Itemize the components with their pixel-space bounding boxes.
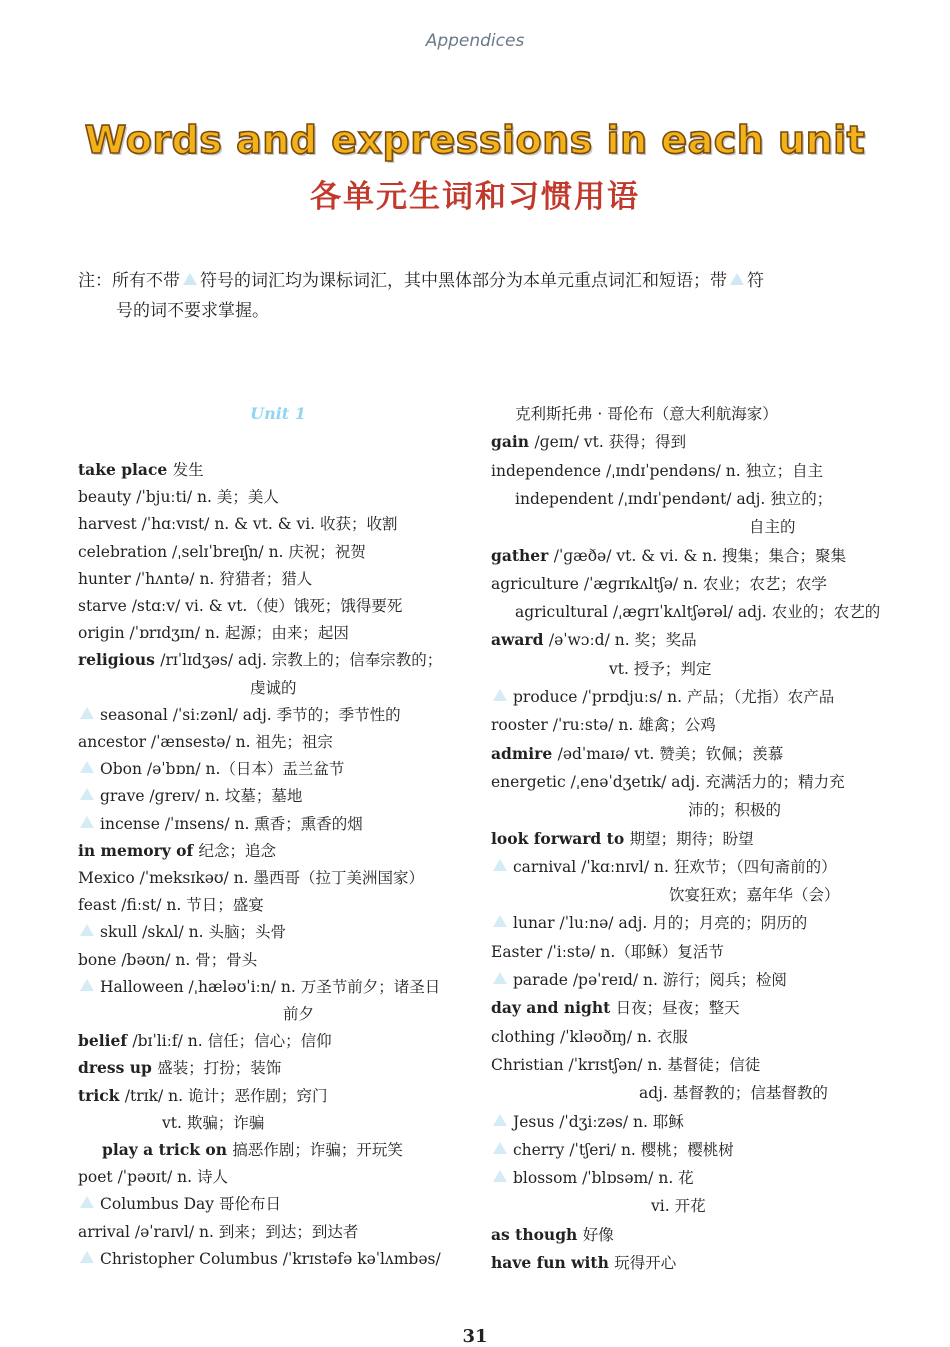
vocab-entry xyxy=(609,659,711,679)
key-term: as though xyxy=(491,1224,583,1244)
vocab-entry xyxy=(162,1113,264,1133)
entry-text: 自主的 xyxy=(749,518,796,537)
entry-text: 前夕 xyxy=(283,1005,315,1023)
vocab-entry xyxy=(100,1249,441,1269)
entry-text: clothing /ˈkləʊðɪŋ/ n. 衣服 xyxy=(491,1027,688,1046)
vocab-entry xyxy=(78,950,257,970)
entry-text: celebration /ˌselɪˈbreɪʃn/ n. 庆祝；祝贺 xyxy=(78,542,366,561)
note-end: 符 xyxy=(747,271,764,291)
entry-text: Mexico /ˈmeksɪkəʊ/ n. 墨西哥（拉丁美洲国家） xyxy=(78,869,425,887)
triangle-icon xyxy=(493,1170,507,1182)
vocab-entry xyxy=(491,1027,688,1047)
vocab-entry xyxy=(513,857,837,877)
entry-text: feast /fiːst/ n. 节日；盛宴 xyxy=(78,896,264,915)
entry-text: 饮宴狂欢；嘉年华（会） xyxy=(669,886,840,905)
vocab-entry xyxy=(100,922,286,942)
triangle-icon xyxy=(493,859,507,871)
vocab-entry xyxy=(669,885,840,905)
triangle-icon xyxy=(730,273,744,285)
vocab-entry xyxy=(78,596,402,616)
vocab-entry xyxy=(78,650,442,670)
vocab-entry xyxy=(515,602,880,622)
triangle-icon xyxy=(80,1251,94,1263)
vocab-entry xyxy=(78,732,333,752)
key-term: gain xyxy=(491,432,535,452)
vocab-entry xyxy=(78,895,264,915)
entry-text: skull /skʌl/ n. 头脑；头骨 xyxy=(100,923,286,942)
key-term: have fun with xyxy=(491,1253,615,1272)
entry-text: adj. 基督教的；信基督教的 xyxy=(639,1084,828,1103)
vocab-entry xyxy=(78,1167,228,1187)
entry-text: 搞恶作剧；诈骗；开玩笑 xyxy=(232,1141,403,1159)
vocab-entry xyxy=(749,517,796,537)
vocab-entry xyxy=(78,841,276,861)
entry-text: starve /stɑːv/ vi. & vt.（使）饿死；饿得要死 xyxy=(78,597,403,615)
entry-text: /trɪk/ n. 诡计；恶作剧；窍门 xyxy=(124,1086,328,1105)
triangle-icon xyxy=(183,273,197,285)
vocab-entry xyxy=(491,461,823,481)
entry-text: cherry /ˈtʃeri/ n. 樱桃；樱桃树 xyxy=(513,1140,734,1159)
running-header: Appendices xyxy=(425,31,525,51)
entry-text: 日夜；昼夜；整天 xyxy=(615,999,740,1018)
entry-text: /əˈwɔːd/ n. 奖；奖品 xyxy=(548,631,697,650)
vocab-entry xyxy=(78,623,349,643)
triangle-icon xyxy=(80,816,94,828)
entry-text: 沛的；积极的 xyxy=(688,801,782,820)
entry-text: 发生 xyxy=(172,461,204,479)
entry-text: /bɪˈliːf/ n. 信任；信心；信仰 xyxy=(132,1032,332,1051)
triangle-icon xyxy=(493,689,507,701)
vocab-entry xyxy=(513,1112,684,1132)
unit-heading: Unit 1 xyxy=(250,404,306,423)
entry-text: poet /ˈpəʊɪt/ n. 诗人 xyxy=(78,1168,228,1187)
entry-text: /ədˈmaɪə/ vt. 赞美；钦佩；羡慕 xyxy=(557,744,784,763)
entry-text: energetic /ˌenəˈdʒetɪk/ adj. 充满活力的；精力充 xyxy=(491,772,845,791)
key-term: play a trick on xyxy=(102,1140,233,1159)
key-term: trick xyxy=(78,1085,125,1105)
vocab-entry xyxy=(491,574,827,594)
vocab-entry xyxy=(283,1004,314,1024)
entry-text: /ɡeɪn/ vt. 获得；得到 xyxy=(534,433,687,452)
triangle-icon xyxy=(80,707,94,719)
vocab-entry xyxy=(100,977,440,997)
vocab-entry xyxy=(651,1196,706,1216)
triangle-icon xyxy=(493,1114,507,1126)
entry-text: bone /bəʊn/ n. 骨；骨头 xyxy=(78,950,258,969)
vocab-entry xyxy=(639,1083,828,1103)
vocab-entry xyxy=(100,705,401,725)
entry-text: Christian /ˈkrɪstʃən/ n. 基督徒；信徒 xyxy=(491,1055,761,1074)
vocab-entry xyxy=(491,1055,760,1075)
vocab-entry xyxy=(78,1058,281,1078)
vocab-entry xyxy=(513,1140,734,1160)
key-term: take place xyxy=(78,460,173,479)
key-term: religious xyxy=(78,650,161,670)
vocab-entry xyxy=(513,687,834,707)
vocab-entry xyxy=(78,514,398,534)
note-prefix: 注：所有不带 xyxy=(78,271,180,291)
page-title-english: Words and expressions in each unit xyxy=(84,118,866,162)
vocab-entry xyxy=(491,630,697,650)
vocab-entry xyxy=(78,1086,328,1106)
entry-text: ancestor /ˈænsestə/ n. 祖先；祖宗 xyxy=(78,733,333,751)
note-line-2: 号的词不要求掌握。 xyxy=(116,301,269,321)
vocab-entry xyxy=(513,1168,694,1188)
vocab-entry xyxy=(491,546,846,566)
vocab-entry xyxy=(78,1222,358,1242)
vocab-entry xyxy=(78,460,204,480)
entry-text: lunar /ˈluːnə/ adj. 月的；月亮的；阴历的 xyxy=(513,914,808,933)
vocab-entry xyxy=(491,829,754,849)
entry-text: origin /ˈɒrɪdʒɪn/ n. 起源；由来；起因 xyxy=(78,624,349,643)
entry-text: beauty /ˈbjuːti/ n. 美；美人 xyxy=(78,488,279,507)
entry-text: parade /pəˈreɪd/ n. 游行；阅兵；检阅 xyxy=(513,971,787,989)
vocab-entry xyxy=(515,404,778,424)
entry-text: Obon /əˈbɒn/ n.（日本）盂兰盆节 xyxy=(100,760,345,779)
triangle-icon xyxy=(493,1142,507,1154)
entry-text: Easter /ˈiːstə/ n.（耶稣）复活节 xyxy=(491,942,724,961)
key-term: look forward to xyxy=(491,828,630,848)
entry-text: vi. 开花 xyxy=(651,1197,706,1216)
key-term: gather xyxy=(491,545,554,565)
entry-text: /ˈɡæðə/ vt. & vi. & n. 搜集；集合；聚集 xyxy=(553,546,847,565)
vocab-entry xyxy=(491,1225,614,1245)
entry-text: carnival /ˈkɑːnɪvl/ n. 狂欢节；（四旬斋前的） xyxy=(513,857,837,876)
vocab-entry xyxy=(78,868,424,888)
vocab-entry xyxy=(491,715,716,735)
usage-note xyxy=(78,266,868,326)
entry-text: Halloween /ˌhæləʊˈiːn/ n. 万圣节前夕；诸圣日 xyxy=(100,977,441,996)
entry-text: produce /ˈprɒdjuːs/ n. 产品；（尤指）农产品 xyxy=(513,688,835,706)
vocab-entry xyxy=(78,542,366,562)
vocab-entry xyxy=(102,1140,403,1160)
entry-text: independent /ˌɪndɪˈpendənt/ adj. 独立的； xyxy=(515,489,833,508)
entry-text: agriculture /ˈæɡrɪkʌltʃə/ n. 农业；农艺；农学 xyxy=(491,574,827,593)
vocab-entry xyxy=(100,814,363,834)
entry-text: rooster /ˈruːstə/ n. 雄禽；公鸡 xyxy=(491,716,716,735)
triangle-icon xyxy=(493,915,507,927)
triangle-icon xyxy=(80,761,94,773)
key-term: admire xyxy=(491,743,558,763)
entry-text: 玩得开心 xyxy=(614,1254,677,1272)
triangle-icon xyxy=(80,788,94,800)
entry-text: Jesus /ˈdʒiːzəs/ n. 耶稣 xyxy=(513,1112,684,1131)
vocab-entry xyxy=(515,489,832,509)
vocab-entry xyxy=(491,744,783,764)
entry-text: seasonal /ˈsiːzənl/ adj. 季节的；季节性的 xyxy=(100,705,401,724)
triangle-icon xyxy=(80,979,94,991)
entry-text: incense /ˈɪnsens/ n. 熏香；熏香的烟 xyxy=(100,814,363,833)
triangle-icon xyxy=(80,1196,94,1208)
entry-text: hunter /ˈhʌntə/ n. 狩猎者；猎人 xyxy=(78,569,313,588)
entry-text: agricultural /ˌæɡrɪˈkʌltʃərəl/ adj. 农业的；农艺的 xyxy=(515,603,881,622)
key-term: in memory of xyxy=(78,840,199,860)
entry-text: 纪念；追念 xyxy=(198,841,277,860)
entry-text: grave /ɡreɪv/ n. 坟墓；墓地 xyxy=(100,787,303,806)
entry-text: Columbus Day 哥伦布日 xyxy=(100,1195,281,1214)
entry-text: 克利斯托弗 · 哥伦布（意大利航海家） xyxy=(515,405,778,423)
entry-text: 虔诚的 xyxy=(250,678,297,697)
entry-text: vt. 授予；判定 xyxy=(609,659,712,678)
note-middle: 符号的词汇均为课标词汇，其中黑体部分为本单元重点词汇和短语；带 xyxy=(200,271,727,291)
vocab-entry xyxy=(250,678,297,698)
triangle-icon xyxy=(80,924,94,936)
vocab-entry xyxy=(513,970,787,990)
vocab-entry xyxy=(491,432,686,452)
vocab-entry xyxy=(78,487,279,507)
vocab-entry xyxy=(491,772,845,792)
key-term: award xyxy=(491,630,549,650)
vocab-entry xyxy=(78,569,312,589)
vocab-entry xyxy=(100,759,344,779)
page-number: 31 xyxy=(462,1326,488,1347)
key-term: dress up xyxy=(78,1058,158,1078)
entry-text: 盛装；打扮；装饰 xyxy=(157,1059,282,1078)
page-title-chinese: 各单元生词和习惯用语 xyxy=(310,179,640,215)
vocab-entry xyxy=(491,1253,676,1273)
entry-text: blossom /ˈblɒsəm/ n. 花 xyxy=(513,1169,694,1188)
vocab-entry xyxy=(100,786,302,806)
vocab-entry xyxy=(491,942,724,962)
entry-text: 期望；期待；盼望 xyxy=(629,829,754,848)
key-term: belief xyxy=(78,1031,133,1051)
entry-text: vt. 欺骗；诈骗 xyxy=(162,1113,265,1132)
vocab-entry xyxy=(78,1031,332,1051)
entry-text: Christopher Columbus /ˈkrɪstəfə kəˈlʌmbəs/ xyxy=(100,1249,441,1268)
vocab-entry xyxy=(491,998,740,1018)
triangle-icon xyxy=(493,972,507,984)
key-term: day and night xyxy=(491,998,616,1018)
entry-text: /rɪˈlɪdʒəs/ adj. 宗教上的；信奉宗教的； xyxy=(160,651,443,670)
entry-text: harvest /ˈhɑːvɪst/ n. & vt. & vi. 收获；收割 xyxy=(78,515,398,534)
entry-text: 好像 xyxy=(582,1225,614,1244)
vocab-entry xyxy=(513,913,807,933)
vocab-entry xyxy=(688,800,781,820)
vocab-entry xyxy=(100,1194,281,1214)
entry-text: independence /ˌɪndɪˈpendəns/ n. 独立；自主 xyxy=(491,461,824,480)
entry-text: arrival /əˈraɪvl/ n. 到来；到达；到达者 xyxy=(78,1222,359,1241)
